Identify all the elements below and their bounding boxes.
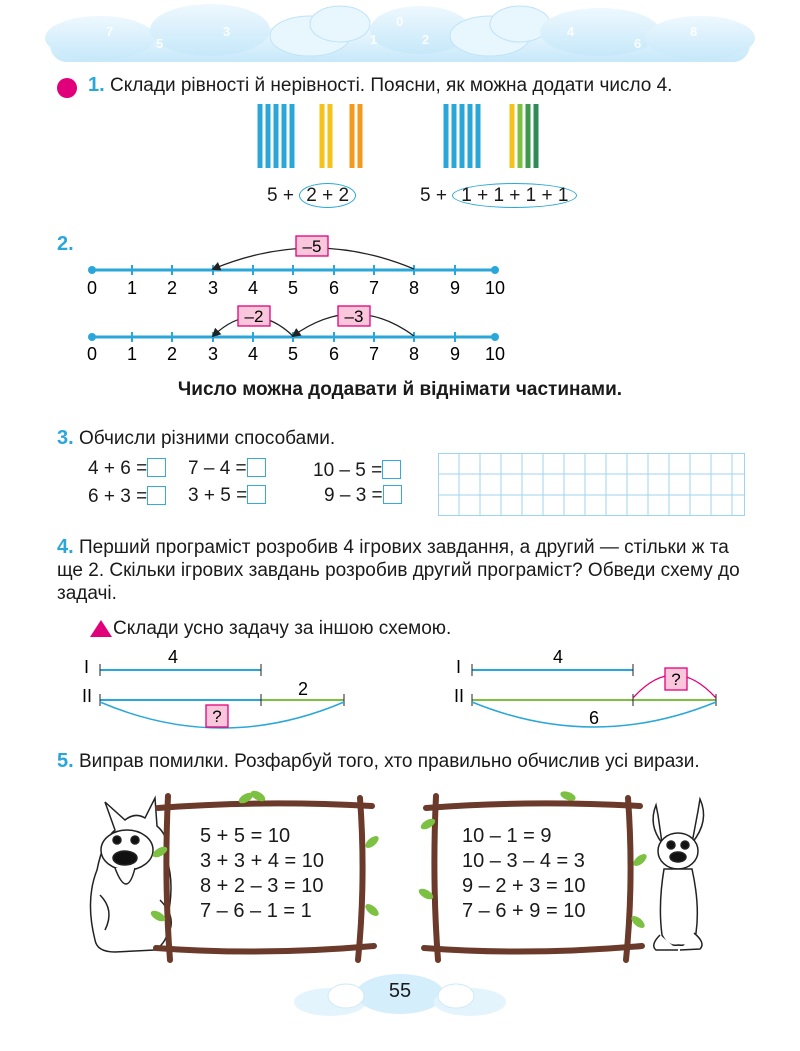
scheme-question: ? xyxy=(212,707,222,726)
tick-label: 4 xyxy=(247,344,259,364)
tick-label: 3 xyxy=(207,344,219,364)
task1-expr-left xyxy=(267,185,356,207)
task-text: Склади рівності й нерівності. Поясни, як можна додати число 4. xyxy=(109,75,673,96)
tick-label: 0 xyxy=(86,278,98,298)
task4-scheme-2[interactable] xyxy=(452,646,732,732)
task3-expr xyxy=(188,458,266,480)
expr-text: 10 – 5 = xyxy=(313,460,383,481)
task-text: Обчисли різними способами. xyxy=(78,428,336,449)
scheme-row-label: II xyxy=(454,686,465,706)
expr-text: 6 + 3 = xyxy=(88,486,148,507)
answer-box[interactable] xyxy=(247,458,266,477)
equation[interactable]: 10 – 1 = 9 xyxy=(462,825,552,847)
task-number: 1. xyxy=(88,74,105,96)
tick-label: 4 xyxy=(247,278,259,298)
equation[interactable]: 3 + 3 + 4 = 10 xyxy=(200,850,324,872)
task2-rule: Число можна додавати й віднімати частинами. xyxy=(177,379,623,400)
cloud-number: 2 xyxy=(422,32,430,47)
equation[interactable]: 7 – 6 – 1 = 1 xyxy=(200,900,312,922)
scheme-bottom-value: 6 xyxy=(588,708,600,728)
task3-expr xyxy=(313,460,401,482)
task1-expr-right xyxy=(420,185,577,207)
tick-label: 2 xyxy=(166,278,178,298)
rabbit-character-right[interactable] xyxy=(638,795,718,955)
expr-text: 3 + 5 = xyxy=(188,485,248,506)
cloud-number: 3 xyxy=(223,24,231,39)
tick-label: 8 xyxy=(408,278,420,298)
tick-label: 10 xyxy=(484,278,506,298)
expr-prefix: 5 + xyxy=(267,185,294,206)
line2-jump-label-a: –2 xyxy=(244,307,264,326)
answer-box[interactable] xyxy=(382,460,401,479)
equation[interactable]: 8 + 2 – 3 = 10 xyxy=(200,875,324,897)
tick-label: 7 xyxy=(368,344,380,364)
line2-jump-label-b: –3 xyxy=(344,307,364,326)
equation[interactable]: 7 – 6 + 9 = 10 xyxy=(462,900,586,922)
left-frame-equations xyxy=(200,824,324,924)
equation[interactable]: 9 – 2 + 3 = 10 xyxy=(462,875,586,897)
task4-scheme-1[interactable] xyxy=(80,646,360,732)
cloud-number: 6 xyxy=(634,36,642,51)
tick-label: 2 xyxy=(166,344,178,364)
cloud-number: 0 xyxy=(396,14,404,29)
expr-text: 4 + 6 = xyxy=(88,458,148,479)
expr-prefix: 5 + xyxy=(420,185,447,206)
task2-number-lines xyxy=(80,232,520,372)
answer-box[interactable] xyxy=(147,486,166,505)
task-number: 3. xyxy=(57,427,74,449)
expr-text: 7 – 4 = xyxy=(188,458,247,479)
task3-grid[interactable] xyxy=(438,453,745,516)
triangle-icon xyxy=(90,620,112,637)
tick-label: 3 xyxy=(207,278,219,298)
scheme-top-value: 4 xyxy=(167,647,179,667)
tick-label: 8 xyxy=(408,344,420,364)
scheme-row-label: II xyxy=(82,686,93,706)
expr-circled: 1 + 1 + 1 + 1 xyxy=(452,183,577,208)
expr-circled: 2 + 2 xyxy=(299,183,356,208)
tick-label: 7 xyxy=(368,278,380,298)
cloud-number: 7 xyxy=(106,24,114,39)
right-frame-equations xyxy=(462,824,585,924)
line1-jump-label: –5 xyxy=(302,237,322,256)
task3-expr xyxy=(324,485,402,507)
expr-text: 9 – 3 = xyxy=(324,485,383,506)
scheme-row-label: I xyxy=(84,657,90,677)
tick-label: 5 xyxy=(287,344,299,364)
task1-bullet-icon xyxy=(57,78,77,98)
cloud-number: 8 xyxy=(690,24,698,39)
tick-label: 6 xyxy=(328,278,340,298)
cloud-number: 4 xyxy=(567,24,575,39)
scheme-question: ? xyxy=(671,670,681,689)
task-number: 5. xyxy=(57,750,74,772)
scheme-top-value: 4 xyxy=(552,647,564,667)
task-text: Виправ помилки. Розфарбуй того, хто правильно обчислив усі вирази. xyxy=(78,751,700,772)
task1-heading xyxy=(88,73,672,98)
answer-box[interactable] xyxy=(147,458,166,477)
scheme-row-label: I xyxy=(456,657,462,677)
task-number: 4. xyxy=(57,536,74,558)
header-clouds xyxy=(40,0,760,70)
task2-number: 2. xyxy=(57,233,74,255)
task-text: Перший програміст розробив 4 ігрових завдання, а другий — стільки ж та ще 2. Скільки ігрових завдань розробив другий програміст? Обведи схему до задачі. xyxy=(57,537,740,604)
tick-label: 10 xyxy=(484,344,506,364)
tick-label: 9 xyxy=(449,344,461,364)
page-number: 55 xyxy=(388,980,412,1002)
tick-label: 1 xyxy=(126,344,138,364)
tick-label: 0 xyxy=(86,344,98,364)
tick-label: 9 xyxy=(449,278,461,298)
task1-sticks xyxy=(250,104,560,170)
tick-label: 6 xyxy=(328,344,340,364)
task5-text xyxy=(57,750,757,773)
task3-expr xyxy=(88,486,166,508)
scheme-right-value: 2 xyxy=(297,679,309,699)
task4-subtask: Склади усно задачу за іншою схемою. xyxy=(113,618,452,639)
tick-label: 5 xyxy=(287,278,299,298)
task3-heading xyxy=(57,426,335,451)
answer-box[interactable] xyxy=(383,485,402,504)
answer-box[interactable] xyxy=(247,485,266,504)
equation[interactable]: 10 – 3 – 4 = 3 xyxy=(462,850,585,872)
cloud-number: 5 xyxy=(156,36,164,51)
tick-label: 1 xyxy=(126,278,138,298)
task3-expr xyxy=(188,485,266,507)
equation[interactable]: 5 + 5 = 10 xyxy=(200,825,291,847)
task4-text xyxy=(57,536,757,605)
task3-expr xyxy=(88,458,166,480)
cloud-number: 1 xyxy=(370,32,378,47)
